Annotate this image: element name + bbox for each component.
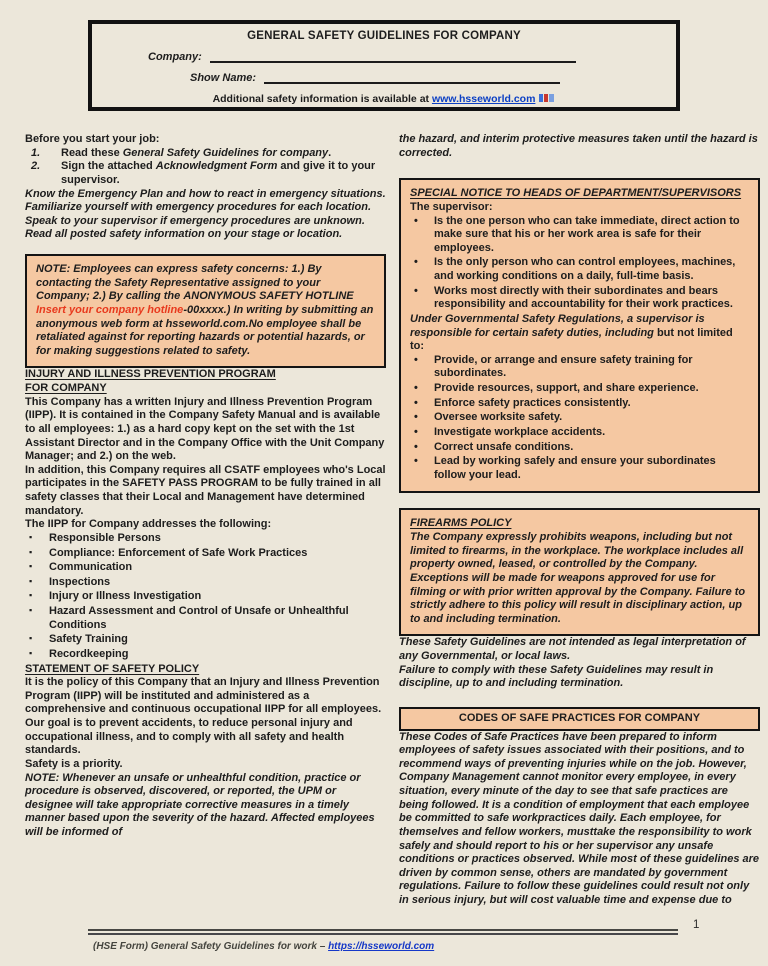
- comply-warning-paragraph: Failure to comply with these Safety Guidelines may result in discipline, up to and including termination.: [399, 663, 714, 690]
- left-column: [25, 133, 386, 840]
- firearms-paragraph: The Company expressly prohibits weapons, including but not limited to firearms, in the workplace. The workplace includes all property owned, leased, or controlled by the Company. Exceptions will be made for weapons approved for use for filming or with prior written approval by the Company. Failure to strictly adhere to this policy will result in disciplinary action, up to and including termination.: [410, 531, 746, 625]
- company-fill-line: [210, 50, 576, 63]
- step-2: 2. Sign the attached Acknowledgment Form and give it to your supervisor.: [25, 160, 386, 187]
- list-item: • Is the one person who can take immediate, direct action to make sure that his or her work area is safe for their employees.: [410, 215, 749, 256]
- list-item: • Is the only person who can control employees, machines, and working conditions on a daily, full-time basis.: [410, 256, 749, 283]
- header-form-box: [88, 20, 680, 111]
- statement-heading: STATEMENT OF SAFETY POLICY: [25, 662, 200, 675]
- list-item: • Enforce safety practices consistently.: [410, 397, 749, 411]
- special-notice-heading: SPECIAL NOTICE TO HEADS OF DEPARTMENT/SUPERVISORS: [410, 187, 742, 200]
- continuation-paragraph: the hazard, and interim protective measures taken until the hazard is corrected.: [399, 133, 758, 159]
- legal-disclaimer-paragraph: These Safety Guidelines are not intended as legal interpretation of any Governmental, or local laws.: [399, 636, 746, 662]
- intro-heading: Before you start your job:: [25, 133, 160, 145]
- firearms-policy-box: [399, 508, 760, 636]
- list-item: • Provide, or arrange and ensure safety training for subordinates.: [410, 354, 749, 381]
- list-item: • Lead by working safely and ensure your subordinates follow your lead.: [410, 455, 749, 482]
- codes-of-safe-practices-header: CODES OF SAFE PRACTICES FOR COMPANY: [399, 707, 760, 731]
- list-item: ▪ Responsible Persons: [25, 532, 386, 546]
- list-item: ▪ Compliance: Enforcement of Safe Work Practices: [25, 547, 386, 561]
- list-item: ▪ Injury or Illness Investigation: [25, 590, 386, 604]
- special-notice-box: [399, 178, 760, 493]
- footer-divider-line: [88, 929, 678, 935]
- list-item: ▪ Recordkeeping: [25, 648, 386, 662]
- supervisor-points-list: [410, 215, 749, 312]
- page-number: 1: [693, 919, 700, 931]
- show-name-label: Show Name:: [190, 72, 257, 84]
- list-item: ▪ Inspections: [25, 576, 386, 590]
- firearms-heading: FIREARMS POLICY: [410, 517, 512, 530]
- list-item: ▪ Hazard Assessment and Control of Unsafe or Unhealthful Conditions: [25, 605, 386, 632]
- statement-paragraph: It is the policy of this Company that an Injury and Illness Prevention Program (IIPP) will be instituted and administered as a comprehensive and continuous occupational IIPP for all employees. Our goal is to prevent accidents, to reduce personal injury and occupational illness, and to comply with all safety and health standards.: [25, 676, 382, 757]
- hsseworld-link[interactable]: www.hsseworld.com: [431, 93, 536, 105]
- note-box-text: NOTE: Employees can express safety concerns: 1.) By contacting the Safety Representative assigned to your Company; 2.) By calling the ANONYMOUS SAFETY HOTLINE Insert your company hotline-00xxxx.) In writing by submitting an anonymous web form at hsseworld.com.No employee shall be retaliated against for reporting hazards or potential hazards, or for making suggestions related to safety.: [36, 263, 374, 357]
- iipp-list-intro: The IIPP for Company addresses the following:: [25, 518, 272, 531]
- list-item: ▪ Safety Training: [25, 633, 386, 647]
- step-1: 1. Read these General Safety Guidelines for company.: [31, 146, 332, 159]
- emergency-plan-paragraph: Know the Emergency Plan and how to react in emergency situations. Familiarize yourself with emergency procedures for each location. Speak to your supervisor if emergency procedures are unknown.: [25, 187, 386, 227]
- right-column: [399, 133, 760, 908]
- safety-concerns-note-box: [25, 254, 386, 368]
- list-item: ▪ Communication: [25, 561, 386, 575]
- hotline-placeholder-text: Insert your company hotline: [36, 303, 184, 316]
- additional-info-text: Additional safety information is available at: [212, 93, 432, 105]
- iipp-topics-list: [25, 532, 386, 662]
- regulations-intro: Under Governmental Safety Regulations, a supervisor is responsible for certain safety duties, including but not limited to:: [410, 312, 733, 353]
- company-label: Company:: [148, 51, 202, 63]
- list-item: • Investigate workplace accidents.: [410, 426, 749, 440]
- footer-text: (HSE Form) General Safety Guidelines for work – https://hsseworld.com: [93, 941, 435, 952]
- show-name-field-row: [104, 71, 664, 84]
- additional-info-line: [104, 93, 664, 106]
- document-title: GENERAL SAFETY GUIDELINES FOR COMPANY: [247, 30, 521, 42]
- footer-hsseworld-link[interactable]: https://hsseworld.com: [328, 941, 435, 952]
- list-item: • Works most directly with their subordinates and bears responsibility and accountability for their work practices.: [410, 285, 749, 312]
- step-2-text: Sign the attached Acknowledgment Form and give it to your supervisor.: [61, 160, 376, 186]
- company-field-row: [104, 50, 664, 63]
- step-1-text: Read these General Safety Guidelines for company.: [61, 146, 332, 159]
- posted-info-paragraph: Read all posted safety information on your stage or location.: [25, 228, 343, 241]
- list-item: • Oversee worksite safety.: [410, 411, 749, 425]
- codes-paragraph: These Codes of Safe Practices have been prepared to inform employees of safety issues associated with their positions, and to recommend ways of preventing injuries while on the job. However, Company Management cannot monitor every employee, in every situation, every minute of the day to see that safe practices are being followed. It is a condition of employment that each employee be committed to safe workpractices daily. Each employee, for themselves and fellow workers, musttake the responsibility to work safely and should report to his or her supervisor any unsafe conditions or practices observed. While most of these guidelines are driven by common sense, others are mandated by government regulations. Failure to follow these guidelines could result not only in serious injury, but will cost valuable time and expense due to: [399, 730, 760, 906]
- upm-note-paragraph: NOTE: Whenever an unsafe or unhealthful condition, practice or procedure is observed, discovered, or reported, the UPM or designee will take appropriate corrective measures in a timely manner based upon the severity of the hazard. Affected employees will be informed of: [25, 771, 375, 838]
- safety-priority-line: Safety is a priority.: [25, 757, 123, 770]
- hsse-logo-icon: [539, 93, 555, 106]
- list-item: • Provide resources, support, and share experience.: [410, 382, 749, 396]
- list-item: • Correct unsafe conditions.: [410, 441, 749, 455]
- supervisor-label: The supervisor:: [410, 200, 493, 213]
- iipp-paragraph-1: This Company has a written Injury and Illness Prevention Program (IIPP). It is contained in the Company Safety Manual and is available to all employees: 1.) as a hard copy kept on the set with the 1st Assistant Director and in the Company Office with the Unit Company Manager; and 2.) on the web.: [25, 395, 385, 463]
- supervisor-duties-list: [410, 354, 749, 483]
- iipp-paragraph-2: In addition, this Company requires all CSATF employees who's Local participates in the SAFETY PASS PROGRAM to be fully trained in all safety classes that their Local and Management have determined mandatory.: [25, 463, 386, 517]
- show-name-fill-line: [264, 71, 560, 84]
- iipp-heading: INJURY AND ILLNESS PREVENTION PROGRAM FOR COMPANY: [25, 368, 276, 394]
